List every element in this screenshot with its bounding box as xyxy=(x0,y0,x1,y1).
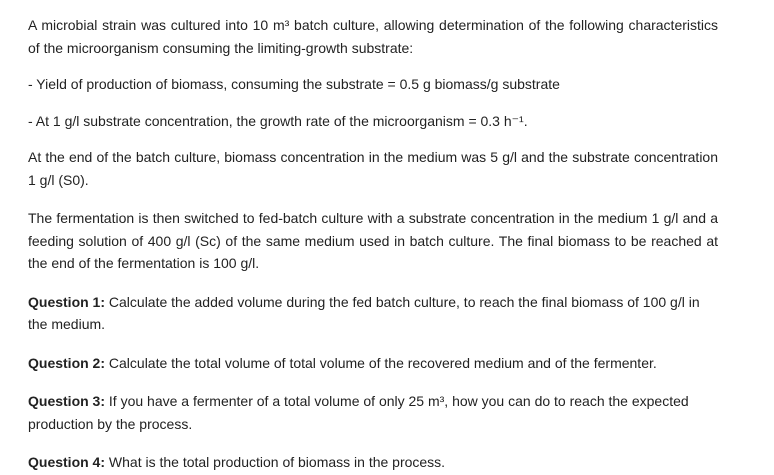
document-body xyxy=(28,14,718,474)
growth-rate-bullet: - At 1 g/l substrate concentration, the growth rate of the microorganism = 0.3 h⁻¹. xyxy=(28,112,528,129)
yield-bullet: - Yield of production of biomass, consuming the substrate = 0.5 g biomass/g substrate xyxy=(28,76,560,92)
question-1 xyxy=(28,291,718,336)
question-2-label: Question 2: xyxy=(28,354,106,371)
question-2 xyxy=(28,352,718,375)
question-3 xyxy=(28,390,718,435)
question-3-label: Question 3: xyxy=(28,393,106,409)
question-2-text: Calculate the total volume of total volume of the recovered medium and of the fermenter. xyxy=(105,354,657,371)
question-4-label: Question 4: xyxy=(28,454,106,470)
batch-end-paragraph: At the end of the batch culture, biomass concentration in the medium was 5 g/l and the substrate concentration 1 g/l (S0). xyxy=(28,149,718,188)
question-4-text: What is the total production of biomass in the process. xyxy=(105,454,446,470)
fed-batch-paragraph: The fermentation is then switched to fed-batch culture with a substrate concentration in the medium 1 g/l and a feeding solution of 400 g/l (Sc) of the same medium used in batch culture. The final biomass to be reached at the end of the fermentation is 100 g/l. xyxy=(28,210,718,271)
question-1-text: Calculate the added volume during the fed batch culture, to reach the final biomass of 100 g/l in the medium. xyxy=(28,293,700,332)
question-1-label: Question 1: xyxy=(28,293,106,310)
intro-paragraph: A microbial strain was cultured into 10 m³ batch culture, allowing determination of the following characteristics of the microorganism consuming the limiting-growth substrate: xyxy=(28,17,718,56)
question-3-text: If you have a fermenter of a total volume of only 25 m³, how you can do to reach the expected production by the process. xyxy=(28,393,689,432)
question-4 xyxy=(28,451,718,474)
